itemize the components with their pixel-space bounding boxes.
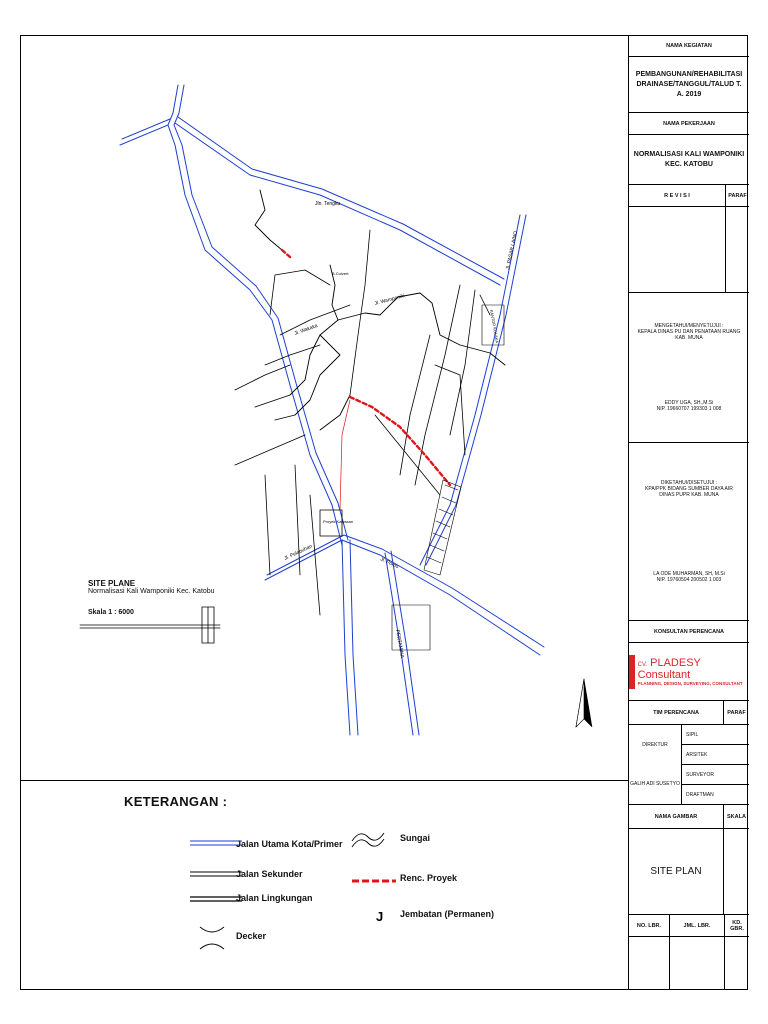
legend-label-project: Renc. Proyek <box>400 873 458 883</box>
legend-label-primary: Jalan Utama Kota/Primer <box>236 839 343 849</box>
no-lbr: NO. LBR. <box>629 915 670 936</box>
project-branch-thin <box>340 400 350 510</box>
tim-paraf: PARAF <box>727 709 746 716</box>
pekerjaan-line2: KEC. KATOBU <box>665 160 713 168</box>
approval-1 <box>629 293 749 443</box>
approval2-name: LA ODE MUHARMAN, SH, M.Si <box>653 571 725 578</box>
hatched-area <box>424 480 461 575</box>
primary-road-north <box>168 85 348 545</box>
kegiatan-name: PEMBANGUNAN/REHABILITASI DRAINASE/TANGGUL/TALUD T. A. 2019 <box>629 57 749 113</box>
tim-label: TIM PERENCANA <box>629 701 724 724</box>
site-plane-subtitle: Normalisasi Kali Wamponiki Kec. Katobu <box>88 588 215 595</box>
revisi-label: R E V I S I <box>629 185 726 206</box>
nama-gambar-label: NAMA GAMBAR <box>629 805 724 828</box>
legend-title: KETERANGAN : <box>124 794 228 809</box>
label-b-culvert: B.Culvert <box>332 271 349 276</box>
label-pertamina: PERTAMINA <box>394 629 405 659</box>
role-surveyor: SURVEYOR <box>682 765 749 785</box>
role-sipil: SIPIL <box>682 725 749 745</box>
role-draftman: DRAFTMAN <box>686 791 714 798</box>
label-jl-wamponiki: Jl. Wamponiki <box>373 293 406 307</box>
revisi-body <box>629 207 749 293</box>
approval2-line2: KPA/PPK BIDANG SUMBER DAYA AIR <box>645 485 733 492</box>
legend-bridge-icon: J <box>376 909 384 924</box>
revisi-header <box>629 185 749 207</box>
label-kantor: KANTOR KOLAKA <box>489 309 500 344</box>
north-arrow-icon <box>576 679 592 727</box>
legend-symbols <box>20 781 628 991</box>
legend-label-river: Sungai <box>400 833 431 843</box>
primary-road-west <box>120 119 170 145</box>
legend-secondary-road-icon <box>190 872 242 876</box>
label-jl-pasar-laino: Jl. PASAR LAINO <box>505 230 520 271</box>
site-map <box>20 35 628 780</box>
approval1-line1: MENGETAHUI/MENYETUJUI : <box>654 322 724 329</box>
konsultan-logo <box>629 643 749 701</box>
skala-label: SKALA <box>727 813 746 820</box>
primary-road-poros <box>265 535 544 655</box>
approval1-nip: NIP. 19660707 199303 1 008 <box>656 406 722 413</box>
legend-local-road-icon <box>190 897 242 901</box>
approval2-line1: DIKETAHUI/DISETUJUI : <box>660 479 718 486</box>
legend-label-local: Jalan Lingkungan <box>236 893 313 903</box>
site-plane-caption <box>88 579 215 616</box>
secondary-roads <box>235 230 490 615</box>
direktur-label: DIREKTUR <box>642 741 668 748</box>
legend-primary-road-icon <box>190 841 242 845</box>
label-proyek: Proyek Kawasan <box>323 519 354 524</box>
direktur-name: GALIH ADI SUSETYO <box>630 781 680 788</box>
label-jl-poros: Jl. Poros <box>379 556 400 571</box>
logo-tagline: PLANNING, DESIGN, SURVEYING, CONSULTANT <box>637 681 743 686</box>
logo-bar-icon <box>629 655 635 689</box>
site-plane-scale: Skala 1 : 6000 <box>88 609 134 616</box>
site-plane-title: SITE PLANE <box>88 579 136 588</box>
logo-prefix: CV. <box>637 662 648 668</box>
nama-gambar-body <box>629 829 749 915</box>
legend-river-icon <box>352 833 384 847</box>
legend-label-bridge: Jembatan (Permanen) <box>400 909 495 919</box>
approval2-line3: DINAS PUPR KAB. MUNA <box>659 491 719 498</box>
approval-2 <box>629 443 749 621</box>
paraf-label: PARAF <box>728 192 747 199</box>
jml-lbr: JML. LBR. <box>670 915 725 936</box>
label-jl-tengku: Jln. Tengku <box>315 201 341 207</box>
approval1-name: EDDY UGA, SH.,M.Si <box>664 400 714 407</box>
role-arsitek: ARSITEK <box>682 745 749 765</box>
tim-header <box>629 701 749 725</box>
legend-decker-icon <box>200 927 224 949</box>
nama-kegiatan-header: NAMA KEGIATAN <box>629 35 749 57</box>
konsultan-header: KONSULTAN PERENCANA <box>629 621 749 643</box>
nama-gambar: SITE PLAN <box>629 829 724 914</box>
legend-label-decker: Decker <box>236 931 267 941</box>
pekerjaan-line1: NORMALISASI KALI WAMPONIKI <box>633 150 745 158</box>
sheet-number-header <box>629 915 749 937</box>
tim-body <box>629 725 749 805</box>
logo-name: PLADESY Consultant <box>637 657 701 681</box>
approval2-nip: NIP. 19760504 200502 1 003 <box>656 577 722 584</box>
approval1-line2: KEPALA DINAS PU DAN PENATAAN RUANG <box>637 328 741 335</box>
legend-panel <box>20 780 628 991</box>
legend-label-secondary: Jalan Sekunder <box>236 869 303 879</box>
primary-road-south <box>342 540 419 735</box>
label-jl-pelabuhan: Jl. Pelabuhan <box>283 543 314 562</box>
title-block <box>628 35 748 990</box>
nama-gambar-header <box>629 805 749 829</box>
label-jl-wakaka: Jl. Wakaka <box>293 322 319 337</box>
pekerjaan-name <box>629 135 749 185</box>
nama-pekerjaan-header: NAMA PEKERJAAN <box>629 113 749 135</box>
sheet-number-body <box>629 937 749 990</box>
kd-gbr: KD. GBR. <box>730 919 744 932</box>
approval1-line3: KAB. MUNA <box>675 334 703 341</box>
